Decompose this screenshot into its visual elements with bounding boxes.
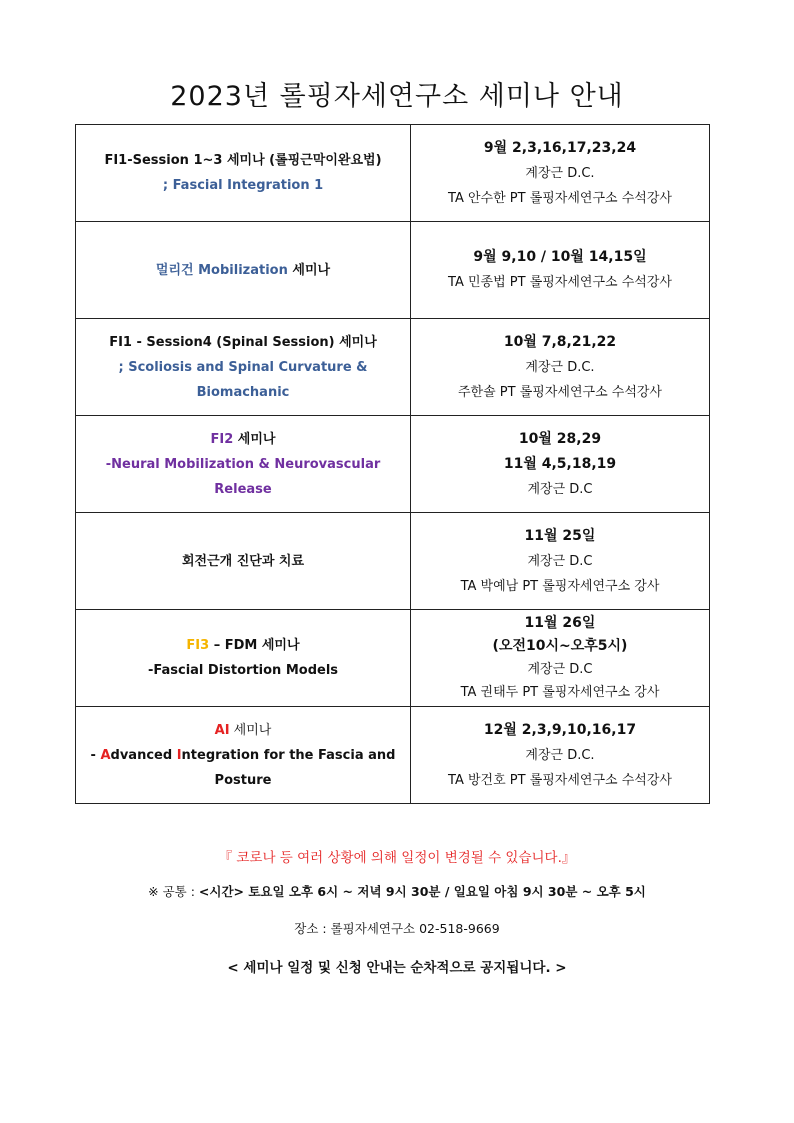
seminar-name: – FDM 세미나 bbox=[209, 638, 300, 653]
seminar-name-cell bbox=[76, 125, 411, 222]
assistant: TA 민종법 PT 롤핑자세연구소 수석강사 bbox=[448, 275, 672, 290]
seminar-schedule-cell bbox=[411, 707, 710, 804]
common-prefix: ※ 공통 : bbox=[148, 884, 199, 899]
seminar-schedule-cell bbox=[411, 416, 710, 513]
instructor: 계장근 D.C bbox=[527, 662, 593, 677]
seminar-subtitle-cont: Biomachanic bbox=[196, 384, 290, 400]
seminar-schedule-cell bbox=[411, 319, 710, 416]
table-row bbox=[76, 319, 710, 416]
highlight-letter-i: I bbox=[176, 747, 182, 763]
seminar-name: 세미나 bbox=[229, 722, 272, 738]
table-row bbox=[76, 610, 710, 707]
table-row bbox=[76, 707, 710, 804]
table-row bbox=[76, 416, 710, 513]
seminar-name-highlight: FI2 bbox=[210, 431, 234, 447]
seminar-name-highlight: 멀리건 Mobilization bbox=[155, 262, 288, 278]
seminar-schedule-cell bbox=[411, 125, 710, 222]
seminar-name: 회전근개 진단과 치료 bbox=[181, 553, 305, 569]
seminar-dates: 11월 25일 bbox=[524, 527, 596, 544]
instructor: 계장근 D.C bbox=[527, 553, 593, 569]
seminar-subtitle bbox=[82, 743, 404, 768]
seminar-name-cell bbox=[76, 707, 411, 804]
seminar-dates-cont: 11월 4,5,18,19 bbox=[503, 455, 617, 472]
instructor: 계장근 D.C. bbox=[525, 359, 595, 375]
seminar-subtitle: ; Scoliosis and Spinal Curvature & bbox=[118, 359, 368, 375]
seminar-name: 세미나 bbox=[287, 262, 331, 278]
seminar-schedule-table bbox=[75, 124, 710, 804]
seminar-dates: 10월 7,8,21,22 bbox=[503, 333, 617, 350]
subtitle-part: dvanced bbox=[110, 747, 177, 763]
page-title: 2023년 롤핑자세연구소 세미나 안내 bbox=[170, 81, 624, 112]
assistant: TA 박예남 PT 롤핑자세연구소 강사 bbox=[460, 578, 660, 594]
seminar-name-cell bbox=[76, 319, 411, 416]
seminar-name-cell bbox=[76, 610, 411, 707]
seminar-subtitle-cont: Posture bbox=[214, 772, 272, 788]
subtitle-rest: ntegration for the Fascia and bbox=[181, 747, 396, 763]
seminar-name: FI1 - Session4 (Spinal Session) 세미나 bbox=[109, 334, 377, 350]
seminar-dates: 9월 9,10 / 10월 14,15일 bbox=[473, 249, 647, 265]
seminar-schedule-cell bbox=[411, 222, 710, 319]
seminar-dates: 9월 2,3,16,17,23,24 bbox=[483, 139, 637, 156]
seminar-name-highlight: FI3 bbox=[186, 638, 210, 653]
instructor: 계장근 D.C. bbox=[525, 747, 595, 763]
assistant: TA 방건호 PT 롤핑자세연구소 수석강사 bbox=[448, 772, 672, 788]
instructor: 계장근 D.C. bbox=[525, 165, 595, 181]
seminar-schedule-cell bbox=[411, 513, 710, 610]
seminar-name: FI1-Session 1~3 세미나 (롤핑근막이완요법) bbox=[104, 153, 382, 168]
assistant: 주한솔 PT 롤핑자세연구소 수석강사 bbox=[458, 384, 662, 400]
highlight-letter-a: A bbox=[100, 747, 111, 763]
seminar-name-cell bbox=[76, 416, 411, 513]
seminar-name-highlight: AI bbox=[214, 722, 230, 738]
seminar-name: 세미나 bbox=[233, 431, 276, 447]
seminar-time: (오전10시~오후5시) bbox=[492, 638, 628, 654]
seminar-name-cell bbox=[76, 513, 411, 610]
seminar-name-cell bbox=[76, 222, 411, 319]
instructor: 계장근 D.C bbox=[527, 481, 593, 497]
table-row bbox=[76, 125, 710, 222]
notice-text: 『 코로나 등 여러 상황에 의해 일정이 변경될 수 있습니다.』 bbox=[218, 850, 576, 866]
seminar-dates: 10월 28,29 bbox=[518, 430, 602, 447]
place-info: 장소 : 롤핑자세연구소 02-518-9669 bbox=[294, 921, 500, 936]
seminar-schedule-cell bbox=[411, 610, 710, 707]
assistant: TA 권태두 PT 롤핑자세연구소 강사 bbox=[460, 685, 660, 700]
subtitle-prefix: - bbox=[90, 747, 101, 763]
seminar-subtitle: ; Fascial Integration 1 bbox=[162, 178, 324, 193]
common-time-info bbox=[0, 882, 794, 900]
seminar-subtitle: -Neural Mobilization & Neurovascular Release bbox=[105, 456, 381, 497]
table-row bbox=[76, 222, 710, 319]
footer-note: < 세미나 일정 및 신청 안내는 순차적으로 공지됩니다. > bbox=[227, 960, 567, 976]
seminar-subtitle: -Fascial Distortion Models bbox=[147, 663, 339, 678]
seminar-dates: 12월 2,3,9,10,16,17 bbox=[483, 721, 637, 738]
assistant: TA 안수한 PT 롤핑자세연구소 수석강사 bbox=[448, 190, 672, 206]
table-row bbox=[76, 513, 710, 610]
common-time-text: <시간> 토요일 오후 6시 ~ 저녁 9시 30분 / 일요일 아침 9시 30분 ~ 오후 5시 bbox=[198, 884, 646, 899]
seminar-dates: 11월 26일 bbox=[524, 615, 596, 631]
